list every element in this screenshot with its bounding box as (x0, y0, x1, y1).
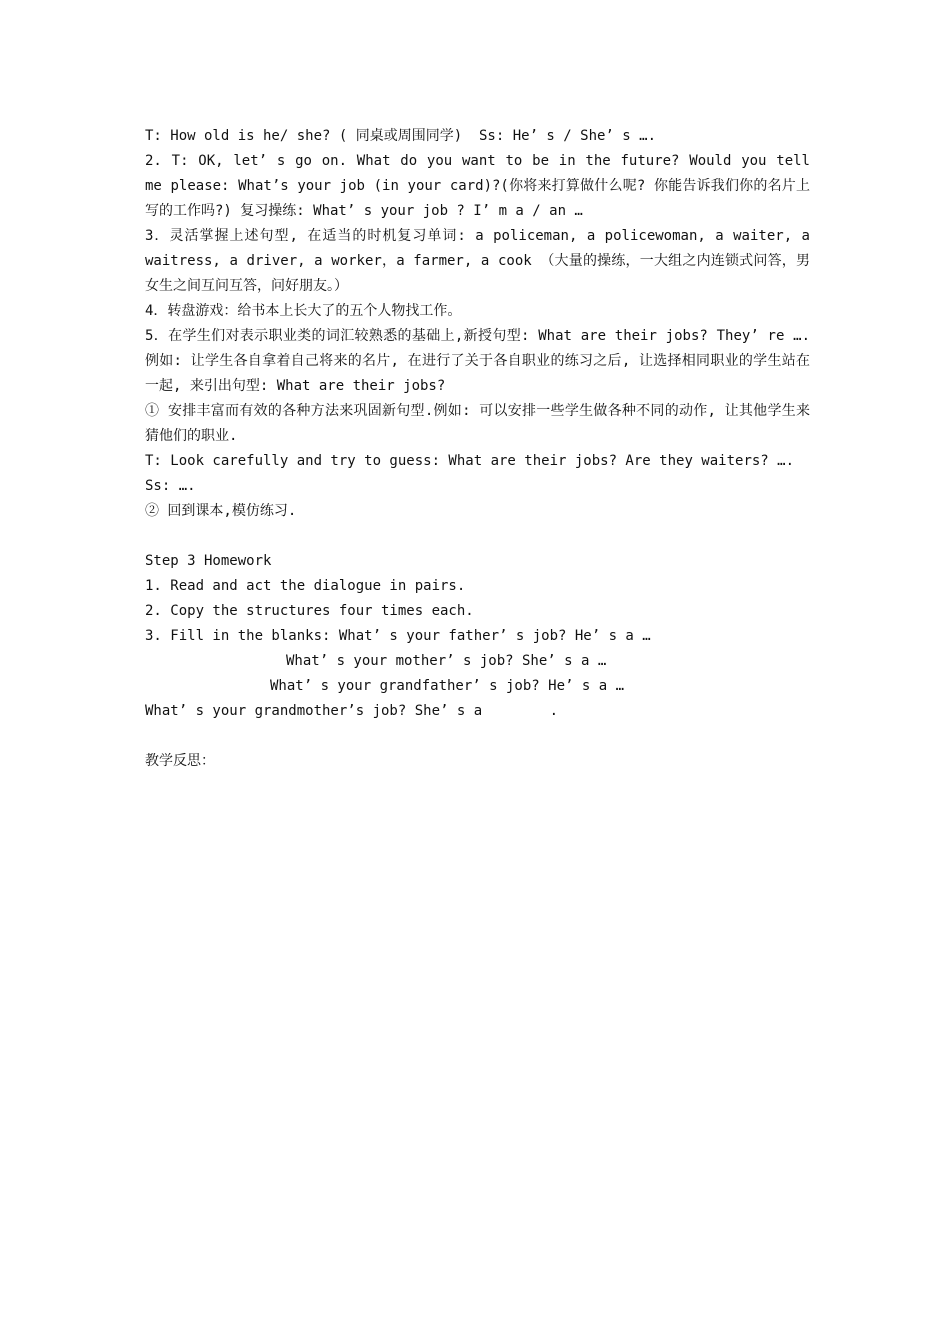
text-line-teacher-question: T: How old is he/ she? ( 同桌或周围同学) Ss: He’ s / She’ s …. (145, 128, 657, 144)
homework-item-2: 2. Copy the structures four times each. (145, 603, 474, 619)
homework-item-3-grandmother: What’ s your grandmother’s job? She’ s a . (145, 703, 559, 719)
text-paragraph-teacher-guess: T: Look carefully and try to guess: What are their jobs? Are they waiters? …. (145, 453, 795, 469)
text-paragraph-step-5: 5．在学生们对表示职业类的词汇较熟悉的基础上,新授句型: What are their jobs? They’ re ….例如: 让学生各自拿着自己将来的名片, 在进行了关于各自职业的练习之后, 让选择相同职业的学生站在一起, 来引出句型: What are their jobs? (145, 328, 810, 394)
text-paragraph-method-1: ① 安排丰富而有效的各种方法来巩固新句型.例如: 可以安排一些学生做各种不同的动作, 让其他学生来猜他们的职业. (145, 403, 810, 444)
blank-line (145, 524, 810, 549)
homework-item-3-mother: What’ s your mother’ s job? She’ s a … (286, 653, 607, 669)
teaching-reflection-label: 教学反思： (145, 753, 215, 769)
text-paragraph-step-2: 2. T: OK, let’ s go on. What do you want to be in the future? Would you tell me please: What’s your job (in your card)?(你将来打算做什么呢? 你能告诉我们你的名片上写的工作吗?) 复习操练: What’ s your job ? I’ m a / an … (145, 153, 810, 219)
homework-heading: Step 3 Homework (145, 553, 272, 569)
blank-line (145, 724, 810, 749)
homework-item-3-grandfather: What’ s your grandfather’ s job? He’ s a … (270, 678, 625, 694)
text-paragraph-step-3: 3．灵活掌握上述句型, 在适当的时机复习单词: a policeman, a policewoman, a waiter, a waitress, a driver, a worker，a farmer, a cook （大量的操练，一大组之内连锁式问答，男女生之间互问互答，问好朋友。） (145, 228, 810, 294)
homework-item-3: 3. Fill in the blanks: What’ s your father’ s job? He’ s a … (145, 628, 651, 644)
text-line-method-2: ② 回到课本,模仿练习. (145, 503, 297, 519)
text-line-students-answer: Ss: …. (145, 478, 196, 494)
document-body (145, 124, 810, 774)
text-line-step-4: 4．转盘游戏：给书本上长大了的五个人物找工作。 (145, 303, 462, 319)
homework-item-1: 1. Read and act the dialogue in pairs. (145, 578, 466, 594)
